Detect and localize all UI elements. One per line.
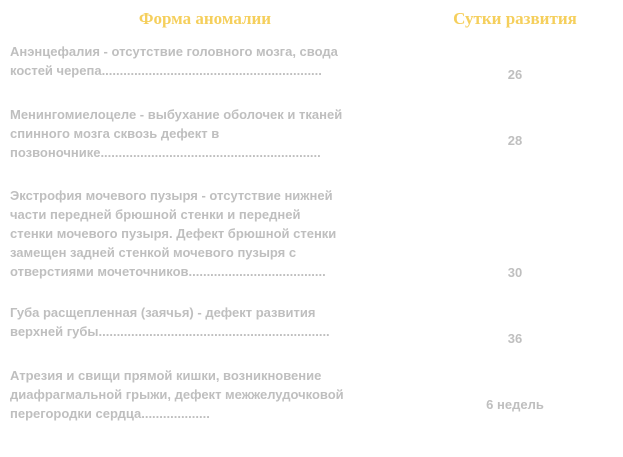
table-header-days: Сутки развития [453, 9, 577, 28]
anomaly-row-4-text: Губа расщепленная (заячья) - дефект развития верхней губы................................................................ [10, 305, 330, 339]
anomaly-row-5-text: Атрезия и свищи прямой кишки, возникновение диафрагмальной грыжи, дефект межжелудочковой перегородки сердца................... [10, 368, 344, 421]
anomaly-row-2-text: Менингомиелоцеле - выбухание оболочек и тканей спинного мозга сквозь дефект в позвоночнике............................................................. [10, 107, 343, 160]
anomaly-row-2-days: 28 [507, 133, 523, 148]
anomaly-row-1-text: Анэнцефалия - отсутствие головного мозга, свода костей черепа............................................................. [10, 44, 338, 78]
anomaly-row-4-days: 36 [507, 331, 523, 346]
anomaly-row-1-days: 26 [507, 67, 523, 82]
table-header-anomaly: Форма аномалии [138, 9, 272, 28]
anomaly-row-3-days: 30 [507, 265, 523, 280]
anomaly-row-3-text: Экстрофия мочевого пузыря - отсутствие нижней части передней брюшной стенки и передней стенки мочевого пузыря. Дефект брюшной стенки замещен задней стенкой мочевого пузыря с отверстиями мочеточников...................................... [10, 188, 337, 279]
anomaly-row-5-days: 6 недель [486, 397, 544, 412]
